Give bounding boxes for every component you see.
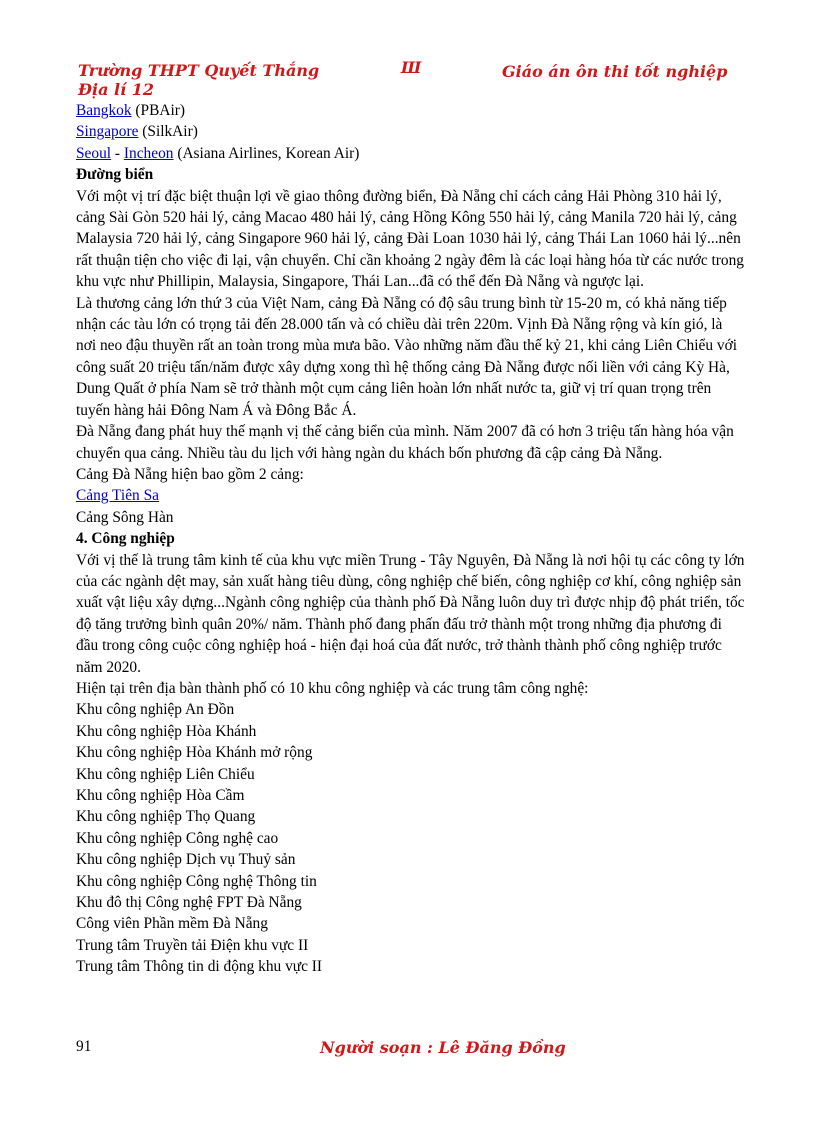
section-heading-sea: Đường biển: [76, 166, 154, 184]
link-bangkok[interactable]: Bangkok: [76, 102, 132, 119]
book-logo-icon: Ш: [401, 58, 420, 77]
list-item: Khu công nghiệp Hòa Khánh: [76, 722, 257, 740]
link-tien-sa-port[interactable]: Cảng Tiên Sa: [76, 487, 159, 505]
flight-airline: (PBAir): [131, 102, 186, 119]
school-name: Trường THPT Quyết Thắng: [78, 61, 320, 80]
flight-line: [76, 143, 746, 164]
paragraph: Đà Nẵng đang phát huy thế mạnh vị thế cảng biển của mình. Năm 2007 đã có hơn 3 triệu tấn hàng hóa vận chuyển qua cảng. Nhiều tàu du lịch với hàng ngàn du khách bốn phương đã cập cảng Đà Nẵng.: [76, 423, 734, 462]
paragraph: Hiện tại trên địa bàn thành phố có 10 khu công nghiệp và các trung tâm công nghệ:: [76, 679, 589, 697]
paragraph: Với một vị trí đặc biệt thuận lợi về giao thông đường biển, Đà Nẵng chỉ cách cảng Hải Phòng 310 hải lý, cảng Sài Gòn 520 hải lý, cảng Macao 480 hải lý, cảng Hồng Kông 550 hải lý, cảng Manila 720 hải lý, cảng Malaysia 720 hải lý, cảng Singapore 960 hải lý, cảng Đài Loan 1030 hải lý, cảng Thái Lan 1060 hải lý...nên rất thuận tiện cho việc đi lại, vận chuyển. Chỉ cần khoảng 2 ngày đêm là các loại hàng hóa từ các nước trong khu vực như Phillipin, Malaysia, Singapore, Thái Lan...đã có thể đến Đà Nẵng và ngược lại.: [76, 187, 745, 291]
paragraph: Là thương cảng lớn thứ 3 của Việt Nam, cảng Đà Nẵng có độ sâu trung bình từ 15-20 m, có khả năng tiếp nhận các tàu lớn có trọng tải đến 28.000 tấn và có chiều dài trên 220m. Vịnh Đà Nẵng rộng và kín gió, là nơi neo đậu thuyền rất an toàn trong mùa mưa bão. Vào những năm đầu thế kỷ 21, khi cảng Liên Chiểu với công suất 20 triệu tấn/năm được xây dựng xong thì hệ thống cảng Đà Nẵng được nối liền với cảng Kỳ Hà, Dung Quất ở phía Nam sẽ trở thành một cụm cảng liên hoàn lớn nhất nước ta, giữ vị trí quan trọng trên tuyến hàng hải Đông Nam Á và Đông Bắc Á.: [76, 294, 737, 419]
list-item: Khu công nghiệp Thọ Quang: [76, 808, 256, 826]
flight-airline: (Asiana Airlines, Korean Air): [173, 144, 360, 162]
list-item: Trung tâm Thông tin di động khu vực II: [76, 958, 323, 976]
link-singapore[interactable]: Singapore: [76, 123, 139, 141]
document-body: [76, 100, 746, 978]
list-item: Trung tâm Truyền tải Điện khu vực II: [76, 936, 309, 954]
paragraph: Cảng Đà Nẵng hiện bao gồm 2 cảng:: [76, 465, 304, 483]
subject-label: Địa lí 12: [78, 80, 154, 99]
list-item: Khu công nghiệp Dịch vụ Thuỷ sản: [76, 851, 296, 869]
page-number: 91: [76, 1038, 92, 1055]
industrial-zone-list: [76, 699, 746, 977]
page-header: [76, 58, 756, 100]
port-name: Cảng Sông Hàn: [76, 508, 174, 526]
list-item: Khu đô thị Công nghệ FPT Đà Nẵng: [76, 894, 302, 912]
link-seoul[interactable]: Seoul: [76, 144, 112, 162]
link-incheon[interactable]: Incheon: [123, 144, 174, 162]
flight-line: [76, 121, 746, 142]
section-heading-industry: 4. Công nghiệp: [76, 530, 175, 548]
list-item: Khu công nghiệp Liên Chiểu: [76, 765, 255, 783]
paragraph: Với vị thế là trung tâm kinh tế của khu vực miền Trung - Tây Nguyên, Đà Nẵng là nơi hội tụ các công ty lớn của các ngành dệt may, sản xuất hàng tiêu dùng, công nghiệp chế biến, công nghiệp cơ khí, công nghiệp sản xuất vật liệu xây dựng...Ngành công nghiệp của thành phố Đà Nẵng luôn duy trì được nhịp độ phát triển, tốc độ tăng trưởng bình quân 20%/ năm. Thành phố đang phấn đấu trở thành một trong những địa phương đi đầu trong công cuộc công nghiệp hoá - hiện đại hoá của đất nước, trở thành thành phố công nghiệp trước năm 2020.: [76, 551, 745, 676]
list-item: Khu công nghiệp Hòa Khánh mở rộng: [76, 744, 313, 762]
flight-line: [76, 100, 746, 121]
list-item: Khu công nghiệp An Đồn: [76, 701, 235, 719]
author-credit: Người soạn : Lê Đăng Đồng: [320, 1038, 566, 1057]
list-item: Khu công nghiệp Công nghệ cao: [76, 829, 279, 847]
flight-airline: (SilkAir): [138, 123, 198, 141]
list-item: Khu công nghiệp Công nghệ Thông tin: [76, 872, 317, 890]
list-item: Công viên Phần mềm Đà Nẵng: [76, 915, 268, 933]
list-item: Khu công nghiệp Hòa Cầm: [76, 787, 245, 804]
document-title: Giáo án ôn thi tốt nghiệp: [502, 62, 728, 81]
flight-separator: -: [111, 144, 124, 162]
